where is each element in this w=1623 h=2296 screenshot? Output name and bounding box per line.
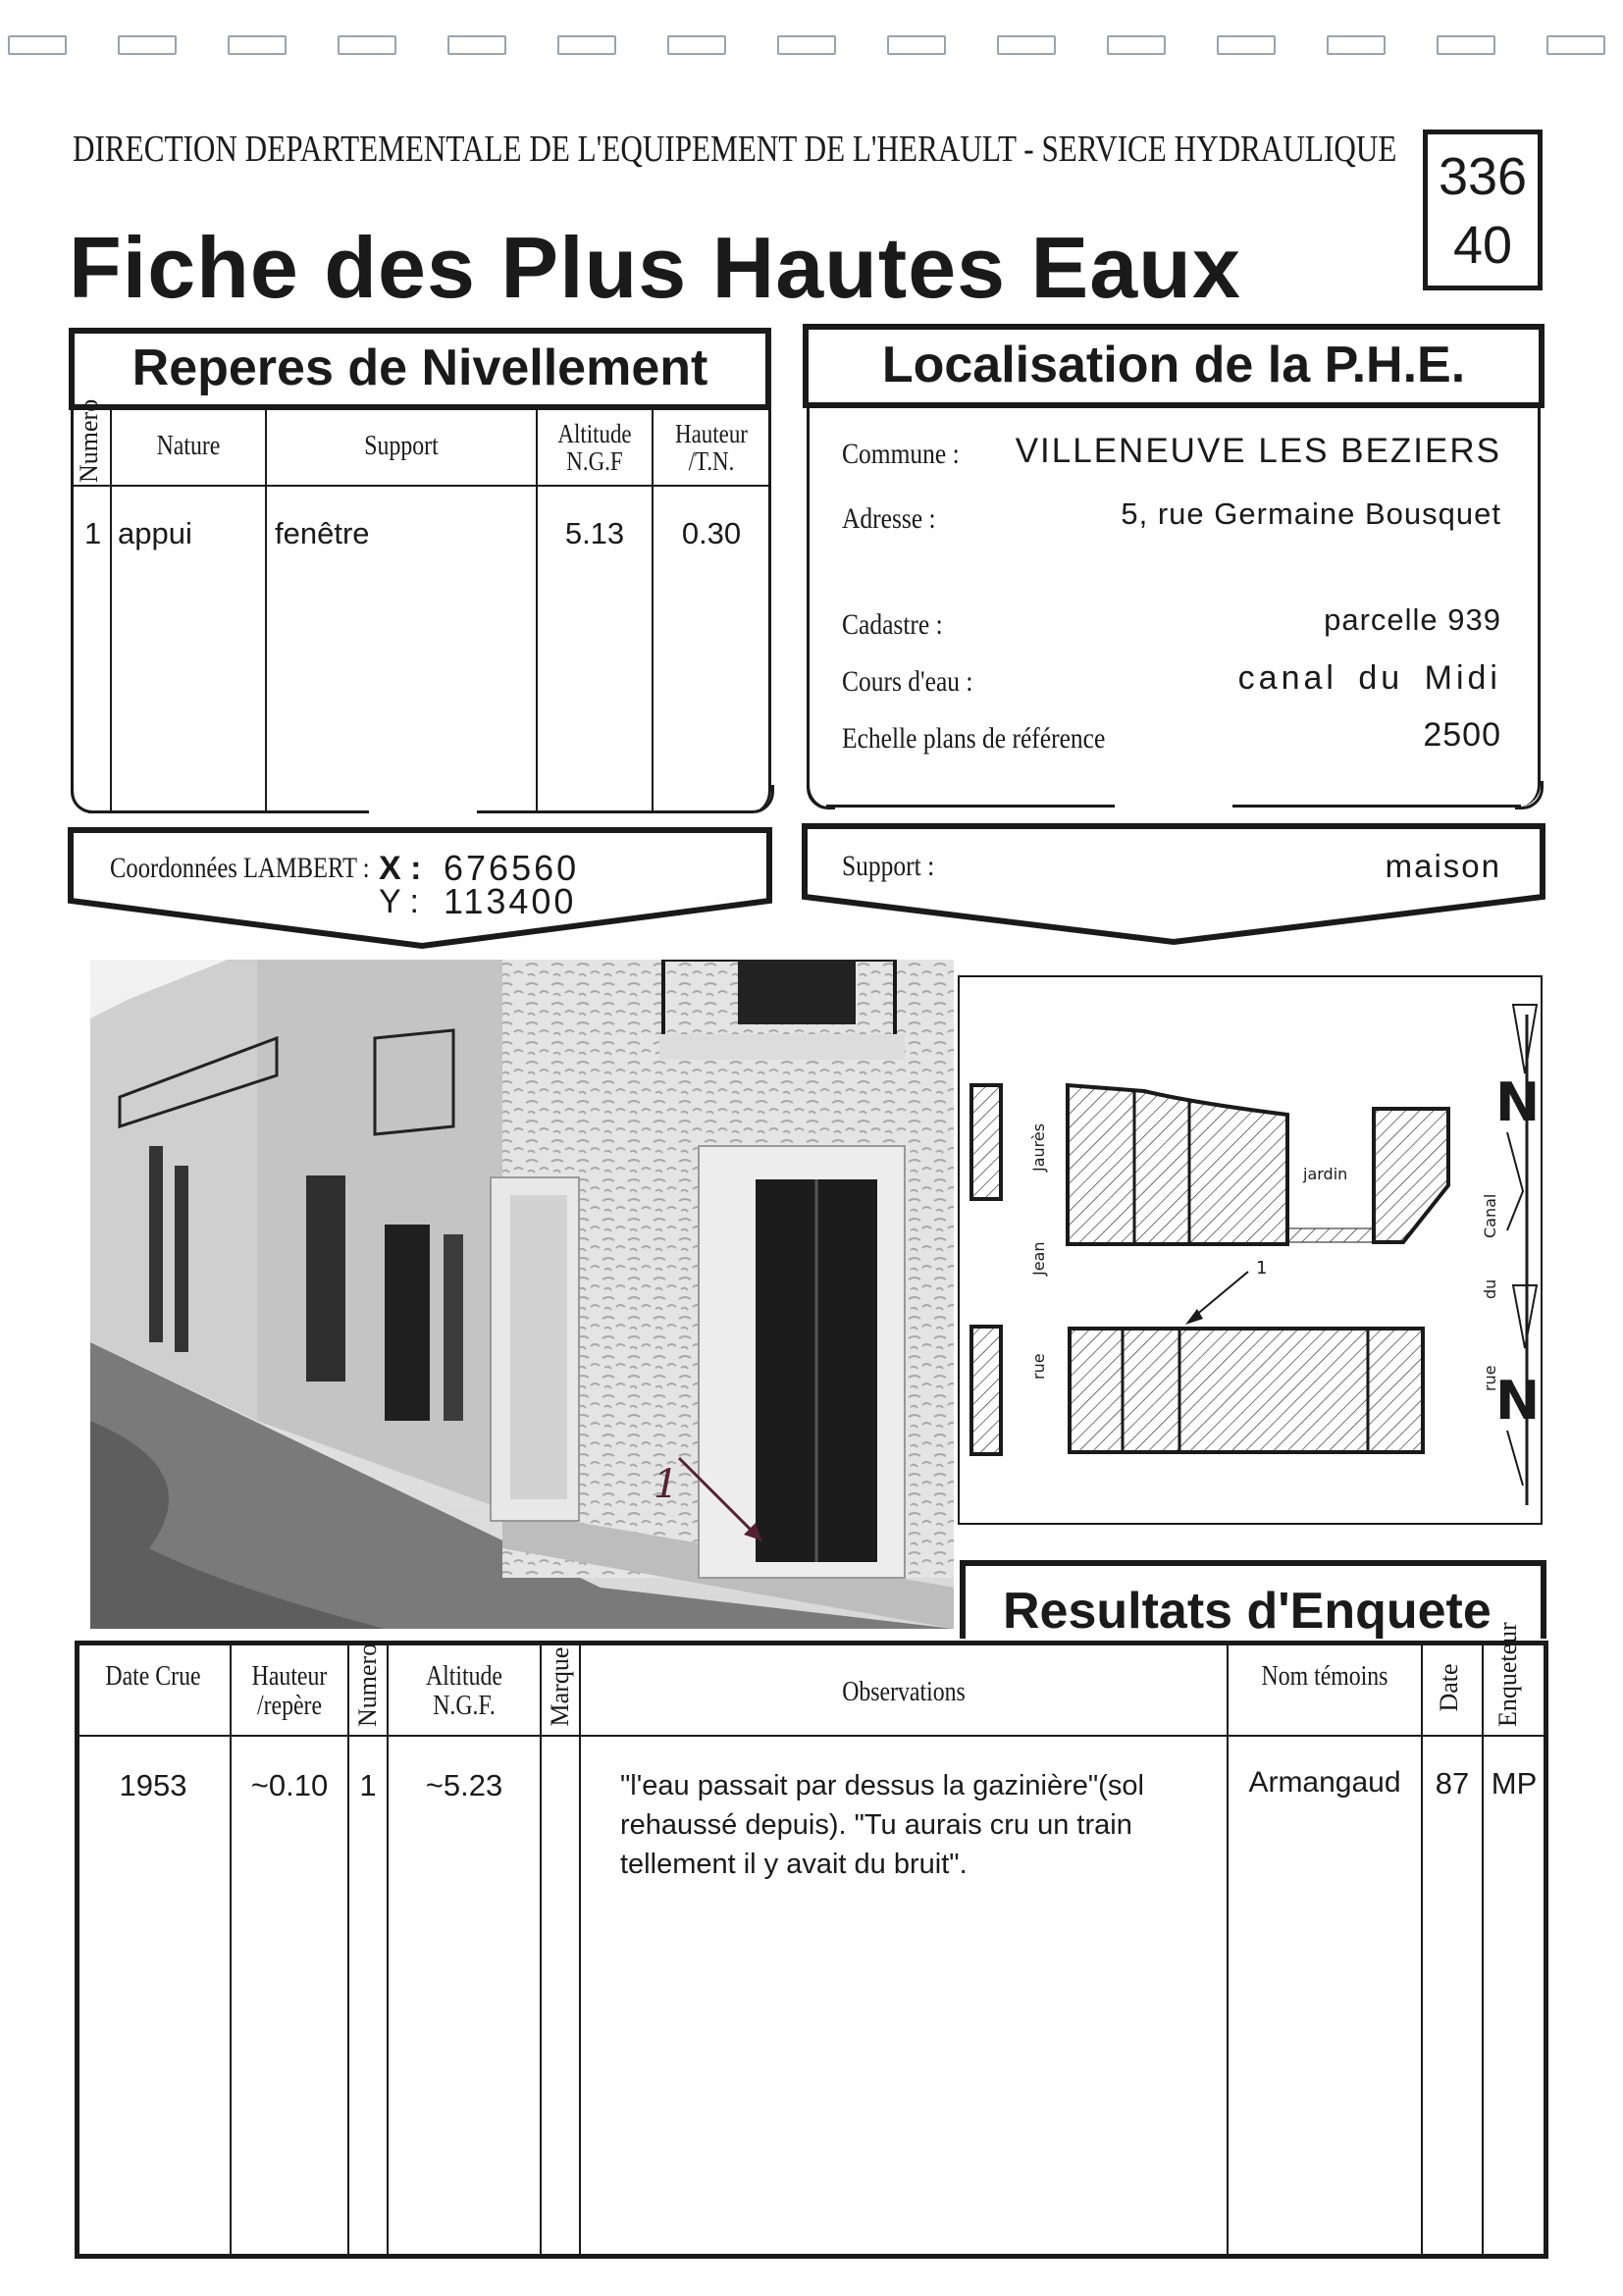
resultats-title: Resultats d'Enquete xyxy=(960,1560,1546,1639)
north-icon-bottom: N xyxy=(1495,1370,1541,1432)
support-value: maison xyxy=(1385,848,1501,884)
repere-altitude: 5.13 xyxy=(564,516,625,550)
adresse-value: 5, rue Germaine Bousquet xyxy=(1121,496,1501,531)
col-date-header: Date xyxy=(1435,1663,1463,1712)
street-left-1: rue xyxy=(1029,1353,1048,1380)
col-date-crue-header: Date Crue xyxy=(105,1661,201,1692)
col-numero-header: Numero xyxy=(75,398,103,483)
result-date-crue: 1953 xyxy=(119,1768,187,1802)
y-value: 113400 xyxy=(444,881,577,921)
street-right-3: Canal xyxy=(1481,1193,1499,1238)
echelle-label: Echelle plans de référence xyxy=(842,722,1106,755)
localisation-title: Localisation de la P.H.E. xyxy=(803,324,1544,408)
repere-numero: 1 xyxy=(84,516,102,550)
col-temoins-header: Nom témoins xyxy=(1261,1661,1388,1692)
reperes-title: Reperes de Nivellement xyxy=(69,328,771,410)
resultats-table xyxy=(75,1641,1548,2259)
result-enqueteur: MP xyxy=(1491,1766,1538,1800)
cadastre-value: parcelle 939 xyxy=(1324,602,1501,637)
result-temoin: Armangaud xyxy=(1248,1766,1401,1799)
cours-value: canal du Midi xyxy=(1237,659,1501,697)
col-altitude-ngf-header: Altitude N.G.F. xyxy=(425,1661,502,1721)
result-numero: 1 xyxy=(359,1768,377,1802)
sheet-number-box xyxy=(1423,130,1543,290)
street-right-2: du xyxy=(1481,1278,1499,1299)
commune-value: VILLENEUVE LES BEZIERS xyxy=(1015,432,1501,470)
repere-support: fenêtre xyxy=(275,516,370,550)
commune-label: Commune : xyxy=(842,438,960,470)
result-altitude: ~5.23 xyxy=(425,1768,503,1802)
col-hauteur-header: Hauteur /T.N. xyxy=(675,419,748,476)
col-nature-header: Nature xyxy=(156,431,221,461)
col-numero-header: Numero xyxy=(353,1643,382,1727)
adresse-label: Adresse : xyxy=(842,502,936,535)
echelle-value: 2500 xyxy=(1423,716,1501,754)
col-hauteur-repere-header: Hauteur /repère xyxy=(251,1661,328,1721)
sheet-number-bottom: 40 xyxy=(1452,216,1513,275)
street-right-1: rue xyxy=(1481,1365,1499,1391)
cadastre-label: Cadastre : xyxy=(842,608,943,641)
col-marque-header: Marque xyxy=(546,1646,574,1727)
lambert-label: Coordonnées LAMBERT : xyxy=(110,852,370,884)
result-observations: "l'eau passait par dessus la gazinière"(sol rehaussé depuis). "Tu aurais cru un train tellement il y avait du bruit". xyxy=(620,1770,1144,1880)
photo-marker: 1 xyxy=(654,1462,679,1507)
lambert-arrow-box xyxy=(65,826,781,954)
x-value: 676560 xyxy=(444,848,580,888)
repere-nature: appui xyxy=(118,516,192,550)
street-left-3: Jaurès xyxy=(1029,1122,1048,1172)
page-title: Fiche des Plus Hautes Eaux xyxy=(69,219,1241,316)
col-altitude-header: Altitude N.G.F xyxy=(557,419,632,476)
jardin-label: jardin xyxy=(1303,1165,1348,1183)
plan-marker: 1 xyxy=(1256,1258,1268,1278)
site-plan-drawing xyxy=(958,975,1543,1525)
cours-label: Cours d'eau : xyxy=(842,665,973,698)
street-photo xyxy=(90,960,954,1629)
y-label: Y : xyxy=(379,883,419,920)
result-date: 87 xyxy=(1435,1766,1470,1800)
support-label: Support : xyxy=(842,850,935,882)
sheet-number-top: 336 xyxy=(1438,147,1528,206)
binder-holes xyxy=(0,35,1623,57)
x-label: X : xyxy=(379,850,422,887)
support-arrow-box xyxy=(799,822,1550,954)
street-left-2: Jean xyxy=(1029,1241,1048,1276)
organisation-header: DIRECTION DEPARTEMENTALE DE L'EQUIPEMENT DE L'HERAULT - SERVICE HYDRAULIQUE xyxy=(73,129,1397,170)
result-hauteur: ~0.10 xyxy=(250,1768,329,1802)
north-icon-top: N xyxy=(1495,1071,1541,1133)
reperes-table xyxy=(71,398,771,812)
col-observations-header: Observations xyxy=(842,1677,966,1707)
col-support-header: Support xyxy=(364,431,439,461)
repere-hauteur: 0.30 xyxy=(681,516,742,550)
col-enqueteur-header: Enqueteur xyxy=(1493,1622,1522,1727)
